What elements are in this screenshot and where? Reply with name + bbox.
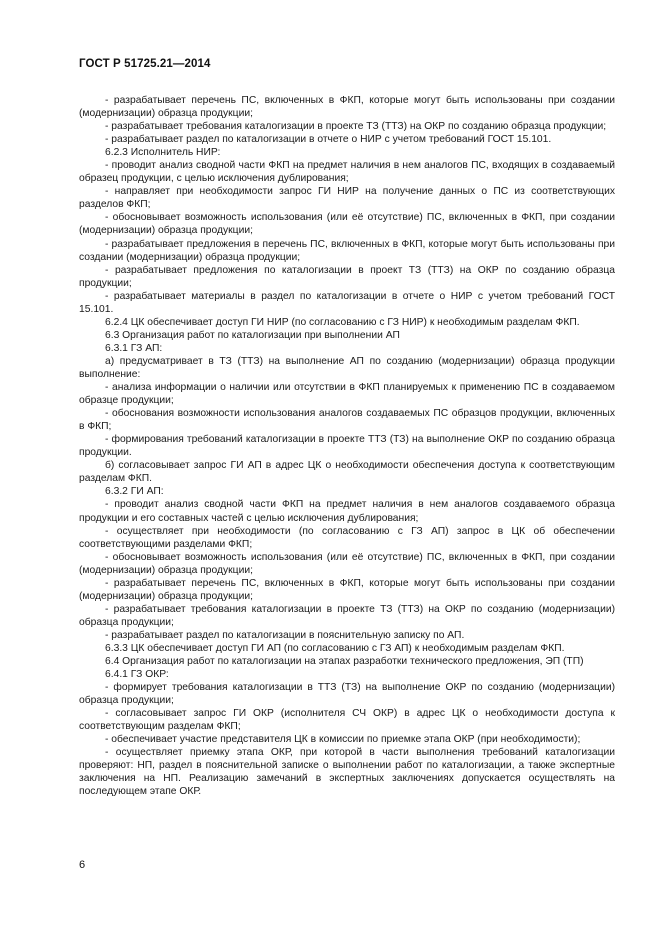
document-header: ГОСТ Р 51725.21—2014 [79, 58, 211, 70]
paragraph: - проводит анализ сводной части ФКП на предмет наличия в нем аналогов создаваемого образца продукции и его составных частей с целью исключения дублирования; [79, 499, 615, 524]
paragraph: б) согласовывает запрос ГИ АП в адрес ЦК о необходимости обеспечения доступа к соответствующим разделам ФКП. [79, 460, 615, 485]
paragraph: - обосновывает возможность использования (или её отсутствие) ПС, включенных в ФКП, при создании (модернизации) образца продукции; [79, 212, 615, 237]
page-number: 6 [79, 859, 86, 871]
paragraph: - разрабатывает предложения в перечень ПС, включенных в ФКП, которые могут быть использованы при создании (модернизации) образца продукции; [79, 238, 615, 263]
section-heading: 6.4 Организация работ по каталогизации на этапах разработки технического предложения, ЭП (ТП) [105, 656, 584, 668]
paragraph: - обоснования возможности использования аналогов создаваемых ПС образцов продукции, включенных в ФКП; [79, 408, 615, 433]
paragraph: - разрабатывает раздел по каталогизации в пояснительную записку по АП. [105, 629, 465, 641]
document-body [79, 94, 615, 799]
paragraph: - формирования требований каталогизации в проекте ТТЗ (ТЗ) на выполнение ОКР по созданию образца продукции. [79, 434, 615, 459]
paragraph: - обосновывает возможность использования (или её отсутствие) ПС, включенных в ФКП, при создании (модернизации) образца продукции; [79, 551, 615, 576]
paragraph: - осуществляет при необходимости (по согласованию с ГЗ АП) запрос в ЦК об обеспечении соответствующими разделами ФКП; [79, 525, 615, 550]
section-heading: 6.3.2 ГИ АП: [105, 486, 164, 498]
paragraph: - разрабатывает предложения по каталогизации в проект ТЗ (ТТЗ) на ОКР по созданию образца продукции; [79, 264, 615, 289]
paragraph: - разрабатывает раздел по каталогизации в отчете о НИР с учетом требований ГОСТ 15.101. [105, 134, 552, 146]
paragraph: - согласовывает запрос ГИ ОКР (исполнителя СЧ ОКР) в адрес ЦК о необходимости доступа к соответствующим разделам ФКП; [79, 708, 615, 733]
paragraph: - формирует требования каталогизации в ТТЗ (ТЗ) на выполнение ОКР по созданию (модернизации) образца продукции; [79, 682, 615, 707]
paragraph: - обеспечивает участие представителя ЦК в комиссии по приемке этапа ОКР (при необходимости); [105, 734, 581, 746]
paragraph: - анализа информации о наличии или отсутствии в ФКП планируемых к применению ПС в создаваемом образце продукции; [79, 382, 615, 407]
paragraph: - направляет при необходимости запрос ГИ НИР на получение данных о ПС из соответствующих разделов ФКП; [79, 186, 615, 211]
paragraph: 6.3.3 ЦК обеспечивает доступ ГИ АП (по согласованию с ГЗ АП) к необходимым разделам ФКП. [105, 642, 565, 654]
paragraph: - разрабатывает материалы в раздел по каталогизации в отчете о НИР с учетом требований ГОСТ 15.101. [79, 290, 615, 315]
paragraph: - проводит анализ сводной части ФКП на предмет наличия в нем аналогов ПС, входящих в создаваемый образец продукции, с целью исключения дублирования; [79, 160, 615, 185]
paragraph: - разрабатывает перечень ПС, включенных в ФКП, которые могут быть использованы при создании (модернизации) образца продукции; [79, 95, 615, 120]
paragraph: - разрабатывает перечень ПС, включенных в ФКП, которые могут быть использованы при создании (модернизации) образца продукции; [79, 577, 615, 602]
paragraph: 6.2.4 ЦК обеспечивает доступ ГИ НИР (по согласованию с ГЗ НИР) к необходимым разделам ФКП. [105, 316, 580, 328]
paragraph: - разрабатывает требования каталогизации в проекте ТЗ (ТТЗ) на ОКР по созданию образца продукции; [105, 121, 607, 133]
section-heading: 6.3.1 ГЗ АП: [105, 342, 163, 354]
section-heading: 6.4.1 ГЗ ОКР: [105, 669, 169, 681]
section-heading: 6.2.3 Исполнитель НИР: [105, 147, 221, 159]
section-heading: 6.3 Организация работ по каталогизации при выполнении АП [105, 329, 400, 341]
paragraph: - осуществляет приемку этапа ОКР, при которой в части выполнения требований каталогизации проверяют: НП, раздел в пояснительной записке о выполнении работ по каталогизации, а также экспертные заключения на НП. Реализацию замечаний в экспертных заключениях допускается осуществлять на последующем этапе ОКР. [79, 747, 615, 798]
paragraph: а) предусматривает в ТЗ (ТТЗ) на выполнение АП по созданию (модернизации) образца продукции выполнение: [79, 355, 615, 380]
paragraph: - разрабатывает требования каталогизации в проекте ТЗ (ТТЗ) на ОКР по созданию (модернизации) образца продукции; [79, 603, 615, 628]
